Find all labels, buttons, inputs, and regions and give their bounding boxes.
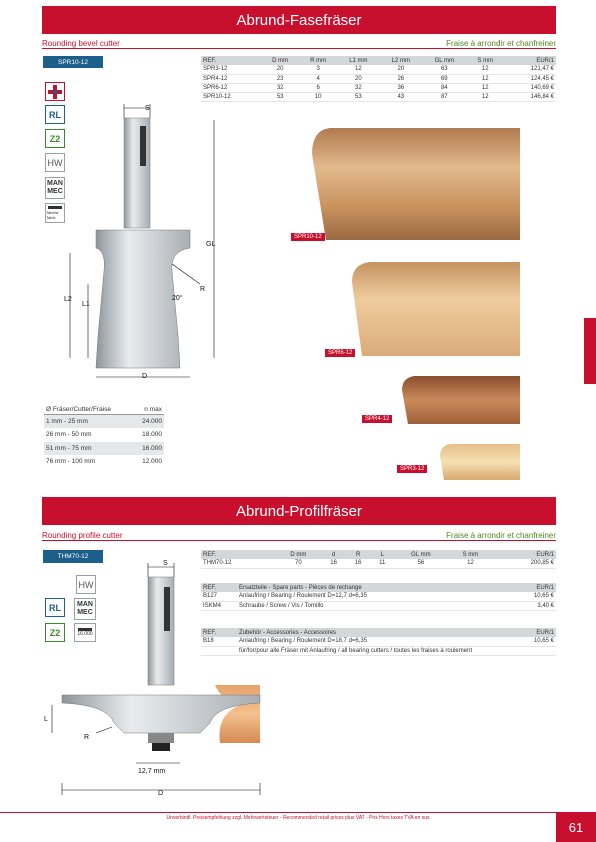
cell: 53	[337, 92, 379, 101]
cell: 3,40 €	[507, 601, 556, 610]
cell: 16	[321, 559, 346, 568]
profile-label-spr10: SPR10-12	[291, 233, 325, 241]
mec-label: MEC	[77, 609, 93, 616]
rpm-range: 1 mm - 25 mm	[46, 417, 88, 425]
table-row	[201, 92, 556, 101]
profile-label-spr6: SPR6-12	[325, 349, 355, 357]
teeth-z2-icon: Z2	[45, 129, 65, 148]
profile-label-spr4: SPR4-12	[362, 415, 392, 423]
footer-divider	[0, 812, 596, 813]
rpm-row	[44, 415, 164, 429]
rpm-value: 12.000	[142, 458, 162, 466]
cell: 70	[275, 559, 321, 568]
dim-angle-label: 20°	[172, 295, 183, 302]
cell: ISKM4	[201, 601, 237, 610]
col-s: S mm	[467, 56, 504, 65]
cell: B127	[201, 592, 237, 601]
section1-code-badge: SPR10-12	[43, 56, 103, 68]
rpm-range: 51 mm - 75 mm	[46, 444, 92, 452]
cell: Anlaufring / Bearing / Roulement D=12,7 d=6,35	[237, 592, 507, 601]
rpm-header-diameter: Ø Fräser/Cutter/Fraise	[46, 405, 112, 413]
rpm-value: 18.000	[142, 431, 162, 439]
footer-price-note: Unverbindl. Preisempfehlung zzgl. Mehrwertsteuer - Recommended retail prices plus VAT - Prix Hors taxes TVA en sus	[166, 815, 430, 821]
cell: 3	[299, 65, 337, 74]
cell: 12	[467, 83, 504, 92]
dim-bearing-label: 12,7 mm	[138, 768, 166, 775]
cell: 12	[337, 65, 379, 74]
rpm-range: 26 mm - 50 mm	[46, 431, 92, 439]
cell: 16	[346, 559, 371, 568]
rpm-row	[44, 442, 164, 456]
cell: 12	[467, 74, 504, 83]
cell: 4	[299, 74, 337, 83]
cell: 140,69 €	[504, 83, 556, 92]
dim-s-label: S	[163, 560, 168, 567]
cell: 124,45 €	[504, 74, 556, 83]
dim-l-label: L	[44, 716, 48, 723]
cell	[527, 646, 556, 655]
cell: 20	[337, 74, 379, 83]
hw-material-icon: HW	[76, 575, 96, 594]
col-gl: GL mm	[422, 56, 467, 65]
col-l2: L2 mm	[380, 56, 422, 65]
table-header-row	[201, 56, 556, 65]
man-label: MAN	[77, 601, 93, 608]
cell: 69	[422, 74, 467, 83]
section2-subtitle-fr: Fraise à arrondir et chanfreiner	[446, 531, 556, 540]
rpm-row	[44, 456, 164, 470]
col-r: R mm	[299, 56, 337, 65]
rpm-value: 24.000	[142, 417, 162, 425]
cell: 20	[380, 65, 422, 74]
col-gl: GL mm	[394, 550, 448, 559]
cell: 36	[380, 83, 422, 92]
col-eur: EUR/1	[527, 628, 556, 637]
rpm-table-label: Tabelle Table	[46, 210, 59, 220]
col-ref: REF.	[201, 583, 237, 592]
cell: 10	[299, 92, 337, 101]
cell: 10,65 €	[527, 637, 556, 646]
col-d: D mm	[275, 550, 321, 559]
cell: Schraube / Screw / Vis / Tornillo	[237, 601, 507, 610]
col-small-d: d	[321, 550, 346, 559]
cell: Anlaufring / Bearing / Roulement D=18,7 d=6,35	[237, 637, 527, 646]
cell: 200,85 €	[493, 559, 556, 568]
teeth-z2-icon: Z2	[45, 623, 65, 642]
rpm-row	[44, 429, 164, 443]
cell: für/for/pour alle Fräser mit Anlaufring / all bearing cutters / toutes les fraises à roulement	[237, 646, 527, 655]
cell: 146,84 €	[504, 92, 556, 101]
cell: 56	[394, 559, 448, 568]
cell: 121,47 €	[504, 65, 556, 74]
rpm-badge-label: 16.000	[77, 631, 93, 637]
chapter-side-tab	[584, 318, 596, 384]
cell: SPR10-12	[201, 92, 261, 101]
col-ref: REF.	[201, 628, 237, 637]
cell: SPR4-12	[201, 74, 261, 83]
rotation-rl-icon: RL	[45, 598, 65, 617]
cell: SPR3-12	[201, 65, 261, 74]
dim-s-label: S	[145, 105, 150, 112]
col-ref: REF.	[201, 550, 275, 559]
section1-price-table	[201, 56, 556, 102]
profile-cutter-drawing	[40, 555, 300, 800]
col-s: S mm	[448, 550, 493, 559]
cell: 43	[380, 92, 422, 101]
profile-label-spr3: SPR3-12	[397, 465, 427, 473]
table-row	[201, 74, 556, 83]
rpm-header-nmax: n max	[144, 405, 162, 413]
table-row	[201, 83, 556, 92]
wood-profiles-illustration	[290, 124, 520, 486]
col-r: R	[346, 550, 371, 559]
table-row	[201, 65, 556, 74]
cell: 12	[448, 559, 493, 568]
cell: 12	[467, 92, 504, 101]
cell: 63	[422, 65, 467, 74]
section1-subtitle-en: Rounding bevel cutter	[42, 39, 120, 48]
col-ref: REF.	[201, 56, 261, 65]
section2-subtitle	[42, 527, 556, 541]
cell: 53	[261, 92, 299, 101]
cell: 26	[380, 74, 422, 83]
dim-gl-label: GL	[206, 241, 216, 248]
dim-r-label: R	[84, 734, 90, 741]
cell: 20	[261, 65, 299, 74]
mec-label: MEC	[47, 188, 63, 195]
section2-title: Abrund-Profilfräser	[42, 497, 556, 525]
man-label: MAN	[47, 180, 63, 187]
cell: THM70-12	[201, 559, 275, 568]
dim-r-label: R	[200, 286, 206, 293]
cell: 6	[299, 83, 337, 92]
col-d: D mm	[261, 56, 299, 65]
cell: 10,65 €	[507, 592, 556, 601]
dim-l2-label: L2	[64, 296, 72, 303]
rotation-rl-icon: RL	[45, 105, 65, 124]
cell: SPR6-12	[201, 83, 261, 92]
rpm-range: 76 mm - 100 mm	[46, 458, 96, 466]
col-l1: L1 mm	[337, 56, 379, 65]
section1-subtitle-fr: Fraise à arrondir et chanfreiner	[446, 39, 556, 48]
col-description: Ersatzteile - Spare parts - Pièces de rechange	[237, 583, 507, 592]
bevel-cutter-drawing	[60, 96, 220, 386]
section2-subtitle-en: Rounding profile cutter	[42, 531, 123, 540]
cell: 23	[261, 74, 299, 83]
col-l: L	[370, 550, 394, 559]
col-eur: EUR/1	[493, 550, 556, 559]
page-number: 61	[556, 812, 596, 842]
cell: B18	[201, 637, 237, 646]
section1-subtitle	[42, 35, 556, 49]
cell: 84	[422, 83, 467, 92]
rpm-table	[44, 404, 164, 469]
section2-code-badge: THM70-12	[43, 550, 103, 563]
cell: 11	[370, 559, 394, 568]
col-description: Zubehör - Accessories - Accessoires	[237, 628, 527, 637]
cell: 32	[337, 83, 379, 92]
rpm-header	[44, 404, 164, 415]
col-eur: EUR/1	[507, 583, 556, 592]
cell: 12	[467, 65, 504, 74]
cell: 32	[261, 83, 299, 92]
cell: 87	[422, 92, 467, 101]
dim-d-label: D	[158, 790, 164, 797]
dim-d-label: D	[142, 373, 148, 380]
section1-title: Abrund-Fasefräser	[42, 6, 556, 34]
col-eur: EUR/1	[504, 56, 556, 65]
dim-l1-label: L1	[82, 301, 90, 308]
rpm-value: 16.000	[142, 444, 162, 452]
hw-material-icon: HW	[45, 153, 65, 172]
